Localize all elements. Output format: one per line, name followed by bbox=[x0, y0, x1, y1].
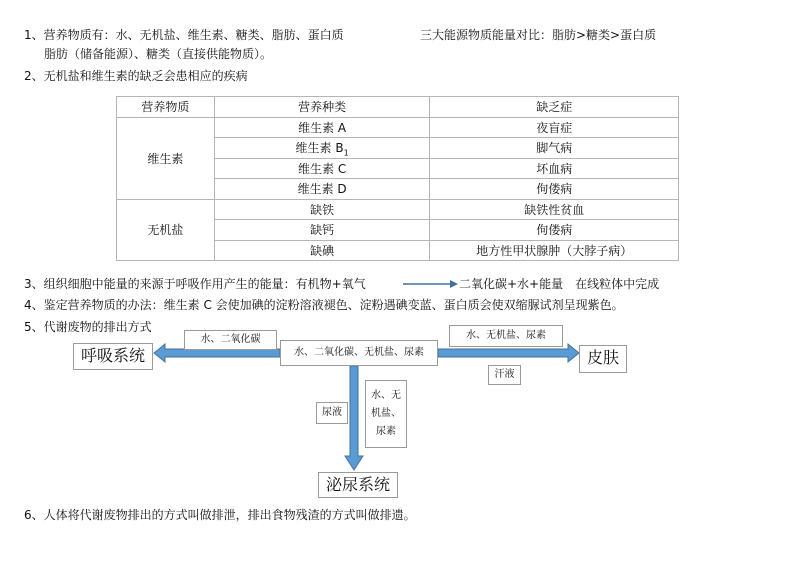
table-cell: 缺钙 bbox=[214, 220, 430, 241]
label-water-salt-urea: 水、无机盐、尿素 bbox=[449, 325, 563, 347]
table-header: 营养种类 bbox=[214, 97, 430, 118]
table-header: 营养物质 bbox=[117, 97, 215, 118]
table-cell: 维生素 B bbox=[295, 140, 344, 155]
item-3-respiration: 3、组织细胞中能量的来源于呼吸作用产生的能量：有机物+氧气 bbox=[24, 277, 366, 291]
table-cell: 维生素 D bbox=[214, 179, 430, 200]
down-label-line: 机盐、 bbox=[371, 408, 401, 419]
table-cell: 地方性甲状腺肿（大脖子病） bbox=[430, 240, 679, 261]
respiratory-system-box: 呼吸系统 bbox=[73, 343, 153, 370]
table-cell: 维生素 A bbox=[214, 117, 430, 138]
table-cell: 佝偻病 bbox=[430, 179, 679, 200]
label-sweat: 汗液 bbox=[488, 365, 521, 385]
down-label-line: 水、无 bbox=[371, 390, 401, 401]
table-cell: 维生素 C bbox=[214, 158, 430, 179]
item-1-energy-compare: 三大能源物质能量对比：脂肪>糖类>蛋白质 bbox=[420, 28, 657, 42]
label-urine: 尿液 bbox=[316, 402, 348, 424]
table-cell: 脚气病 bbox=[430, 138, 679, 159]
table-header: 缺乏症 bbox=[430, 97, 679, 118]
table-cell: 缺铁 bbox=[214, 199, 430, 220]
reaction-arrowhead-icon bbox=[450, 280, 458, 288]
item-2-heading: 2、无机盐和维生素的缺乏会患相应的疾病 bbox=[24, 69, 248, 83]
table-cell: 佝偻病 bbox=[430, 220, 679, 241]
table-group-mineral: 无机盐 bbox=[117, 199, 215, 261]
item-3-products: 二氧化碳+水+能量 在线粒体中完成 bbox=[459, 277, 660, 291]
label-down-water-salt-urea bbox=[365, 380, 407, 448]
item-1-nutrients: 1、营养物质有：水、无机盐、维生素、糖类、脂肪、蛋白质 bbox=[24, 28, 344, 42]
item-4-identification: 4、鉴定营养物质的办法：维生素 C 会使加碘的淀粉溶液褪色、淀粉遇碘变蓝、蛋白质会使双缩脲试剂呈现紫色。 bbox=[24, 298, 624, 312]
down-label-line: 尿素 bbox=[376, 426, 396, 437]
item-1-energy-roles: 脂肪（储备能源）、糖类（直接供能物质）。 bbox=[44, 47, 273, 61]
skin-box: 皮肤 bbox=[579, 345, 627, 373]
table-cell: 夜盲症 bbox=[430, 117, 679, 138]
item-5-heading: 5、代谢废物的排出方式 bbox=[24, 320, 152, 334]
item-6-excretion: 6、人体将代谢废物排出的方式叫做排泄，排出食物残渣的方式叫做排遗。 bbox=[24, 508, 416, 522]
table-cell: 坏血病 bbox=[430, 158, 679, 179]
subscript: 1 bbox=[343, 147, 349, 157]
table-cell: 缺铁性贫血 bbox=[430, 199, 679, 220]
label-water-co2: 水、二氧化碳 bbox=[184, 330, 277, 350]
table-group-vitamin: 维生素 bbox=[117, 117, 215, 199]
center-waste-box: 水、二氧化碳、无机盐、尿素 bbox=[280, 340, 438, 366]
table-cell: 缺碘 bbox=[214, 240, 430, 261]
urinary-system-box: 泌尿系统 bbox=[318, 472, 398, 498]
